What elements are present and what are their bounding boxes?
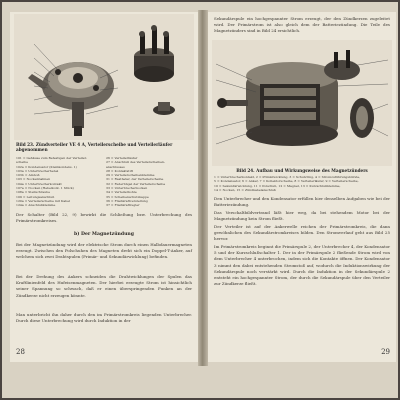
legend-item: 29 = Verteilerscheibenklemme (106, 173, 155, 178)
book-gutter (198, 10, 208, 366)
legend-item: 28 = Kontaktstift (106, 168, 133, 173)
paragraph: Sekundärspule ein hochgespannter Strom erzeugt, der den Zündkerzen zugeleitet wird. Der Primärstrom ist also gleich dem der Batteriezündung. Die Teile des Magnetzünders sind in Bild 24 ersichtlich. (214, 16, 390, 34)
figure-legend-right (106, 156, 194, 208)
page-number: 28 (16, 348, 25, 356)
figure-legend-left (16, 156, 102, 208)
paragraph: Das Verschaltbildvertrand läßt hier weg, da bei stehendem Motor bei der Magnetzündung kein Strom fließt. (214, 210, 390, 222)
legend-item: 5 = Kondensator, 6 = Anker, 7 = Kollektorscheibe, 8 = Verteilerläufer, 9 = Verteilerscheibe, (214, 179, 359, 184)
legend-item: 104a = Unterbrecherkontakt (16, 181, 62, 186)
legend-item: 103b = Amboß (16, 173, 40, 178)
legend-item: 1 = Unterbrecherkontakt, 2 = Primärwicklung, 3 = Schutzring, 4 = Stromzuführungsbürste, (214, 175, 361, 179)
left-page (10, 12, 198, 362)
paragraph: Der Verteiler ist auf der Ankerwelle reichen der Primärstromkreis, die dann gewöhnlichen des Sekundärstromkreises bilden. Den Stromverlauf geht aus Bild 25 hervor. (214, 224, 390, 242)
legend-item: 33 = Unterbrechernocken (106, 186, 148, 191)
legend-item: 102a = Kondensator (Kleinkondens. 1) (16, 164, 77, 169)
legend-item: 35 = Scheibenschutzkappe (106, 194, 149, 199)
legend-item: 103 = Nockenbahnen (16, 177, 51, 182)
paragraph: Bei der Magnetzündung wird der elektrische Strom durch einen Halbdauermagneten erzeugt. Zwischen den Polschuhen des Magneten dreht sich ein Doppel-T-Anker, auf welchem sich zwei Drahtspulen (Primär- und Sekundärwicklung) befinden. (16, 242, 192, 260)
legend-item: 32 = Federbügel der Verteilerscheibe (106, 181, 166, 186)
page-number: 29 (381, 348, 390, 356)
legend-item: anschlusses (106, 164, 125, 169)
legend-item: 37 = Fliehkraftregler (106, 203, 140, 208)
legend-item: 109 = Leitungsanschluß (16, 194, 55, 199)
legend-item: 14 = Nocken, 15 = Zündkabelanschluß (214, 187, 276, 192)
paragraph: Der Schalter (Bild 22, 9) bewirkt die Schließung bzw. Unterbrechung des Primärstromkreises. (16, 212, 192, 224)
legend-item: scheibe (16, 160, 28, 165)
legend-item: 107a = Nocken (Hebelkont. 1 Stück) (16, 186, 74, 191)
legend-item: 31 = Rastfeder, der Verteilerscheibe (106, 177, 164, 182)
paragraph: Im Primärstromkreis beginnt die Primärspule 2, der Unterbrecher 4, der Kondensator 5 und der Kurzschlußschalter 1. Der in der Primärspule 2 fließende Strom wird von dem Unterbrecher 4 unterbrochen, indem sich die Kontakte öffnen. Der Kondensator 3 nimmt den dabei entstehenden Stromstoß auf, wodurch die Induktionswirkung der Sekundärspule noch verstärkt wird. Durch die Induktion in der Sekundärspule 2 entsteht ein hochgespannter Strom, der durch die Sekundärspule über den Verteiler zur Zündkerze fließt. (214, 244, 390, 287)
legend-item: 36 = Fliehkraftverstellung (106, 198, 148, 203)
legend-item: 108a = Stellschraube (16, 190, 50, 195)
figure-caption-24: Bild 24. Aufbau und Wirkungsweise des Magnetzünders (236, 168, 368, 173)
legend-item: 27 = Anschluß des Verteilerscheiben- (106, 160, 166, 165)
open-book (2, 2, 398, 398)
paragraph: Man unterbricht ihn daher durch den im Primärstromkreis liegenden Unterbrecher. Durch diese Unterbrechung wird durch Induktion in der (16, 312, 192, 324)
right-page (208, 12, 396, 362)
paragraph: Den Unterbrecher und den Kondensator erfüllen hier denselben Aufgaben wie bei der Batteriezündung. (214, 196, 390, 208)
figure-legend (214, 175, 390, 192)
legend-item: 103a = Unterbrecherhebel (16, 168, 59, 173)
section-heading: b) Der Magnetzündung (74, 232, 134, 237)
magneto-illustration (212, 40, 392, 166)
distributor-illustration (14, 14, 194, 140)
paragraph: Bei der Drehung des Ankers schneiden die Drahtwicklungen der Spulen das Kraftlinienfeld des Hufeisenmagneten. Der hierbei erzeugte Strom ist hinsichtlich seiner Spannung so schwach, daß er einen überspringenden Funken an der Zündkerze nicht erzeugen könnte. (16, 274, 192, 298)
legend-item: 120a = Verteilerscheibe mit Kabel (16, 198, 70, 203)
figure-caption-23: Bild 23. Zündverteiler VE 4 A, Verteilerscheibe und Verteilerläufer abgenommen (16, 142, 173, 153)
legend-item: 10 = Sekundärwicklung, 11 = Polschuh, 12 = Magnet, 13 = Kurzschlußklemme, (214, 183, 341, 188)
legend-item: 101 = Gehäuse zum Befestigen der Verteiler- (16, 156, 88, 160)
legend-item: 34 = Verteilerkohle (106, 190, 137, 195)
legend-item: 26 = Verteilerläufer (106, 156, 138, 160)
legend-item: 124a = Anschlußklemme (16, 203, 56, 208)
